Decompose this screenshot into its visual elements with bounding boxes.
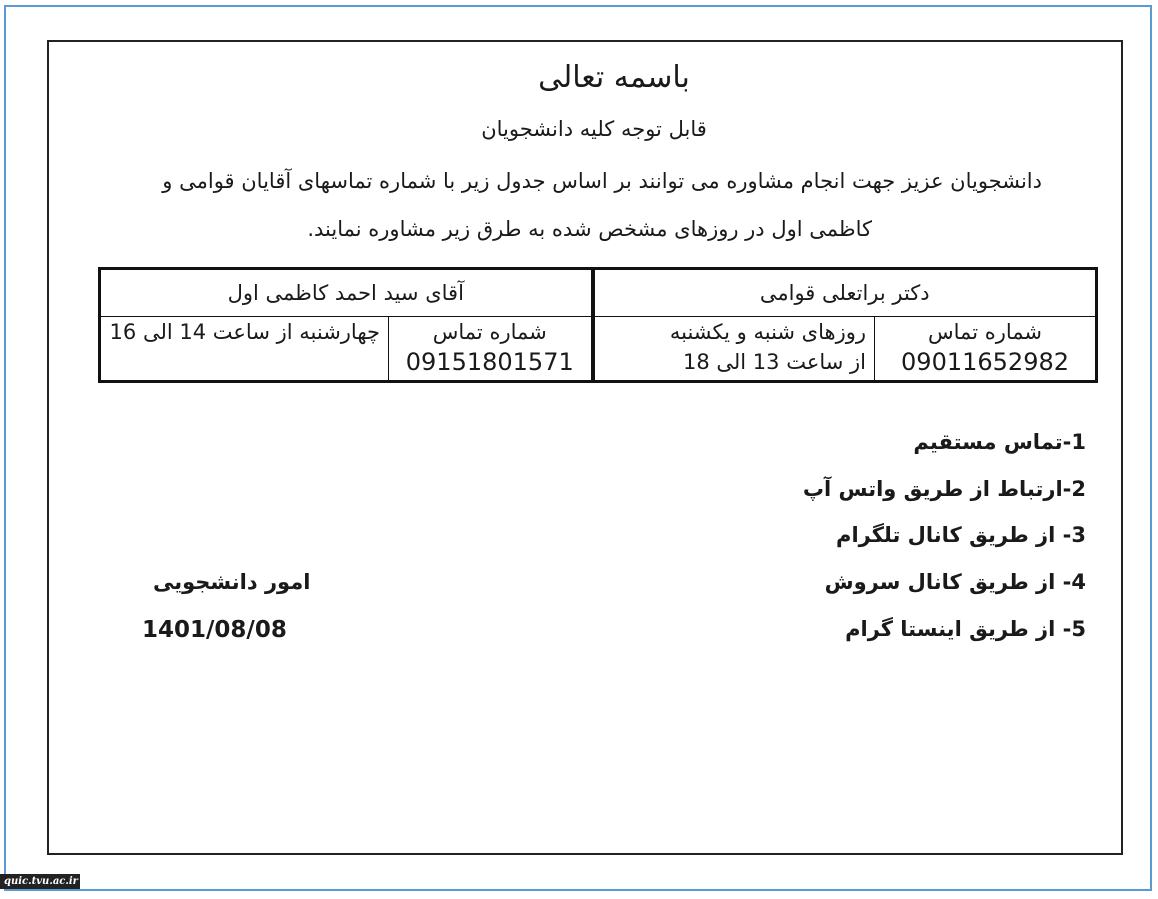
method-item-2: 2-ارتباط از طریق واتس آپ xyxy=(802,477,1086,501)
advisor2-schedule-cell xyxy=(100,317,389,382)
document-subtitle: قابل توجه کلیه دانشجویان xyxy=(481,117,707,141)
advisor1-days: روزهای شنبه و یکشنبه xyxy=(669,320,867,344)
paragraph-line-2: کاظمی اول در روزهای مشخص شده به طرق زیر مشاوره نمایند. xyxy=(307,217,872,241)
signature-date: 1401/08/08 xyxy=(142,617,287,643)
advisor2-contact-label: شماره تماس xyxy=(432,320,547,344)
advisor1-phone: 09011652982 xyxy=(901,348,1069,376)
advisor-schedule-table xyxy=(98,267,1098,383)
advisor2-phone: 09151801571 xyxy=(405,348,574,376)
advisor1-contact-label: شماره تماس xyxy=(928,320,1042,344)
method-item-3: 3- از طریق کانال تلگرام xyxy=(836,523,1086,547)
advisor1-contact-cell xyxy=(875,317,1097,382)
advisor1-schedule-cell xyxy=(593,317,875,382)
advisor2-contact-cell xyxy=(389,317,593,382)
advisor1-hours: از ساعت 13 الی 18 xyxy=(682,350,867,374)
advisor1-name-cell: دکتر براتعلی قوامی xyxy=(593,269,1097,317)
method-item-5: 5- از طریق اینستا گرام xyxy=(845,617,1086,641)
method-item-1: 1-تماس مستقیم xyxy=(913,430,1086,454)
document-title: باسمه تعالی xyxy=(538,60,690,95)
advisor2-name-cell: آقای سید احمد کاظمی اول xyxy=(100,269,593,317)
method-item-4: 4- از طریق کانال سروش xyxy=(824,570,1086,594)
paragraph-line-1: دانشجویان عزیز جهت انجام مشاوره می توانند بر اساس جدول زیر با شماره تماسهای آقایان قوامی و xyxy=(162,169,1042,193)
advisor2-schedule: چهارشنبه از ساعت 14 الی 16 xyxy=(109,320,380,344)
site-badge[interactable]: quic.tvu.ac.ir xyxy=(0,874,80,889)
signature-office: امور دانشجویی xyxy=(153,570,311,594)
